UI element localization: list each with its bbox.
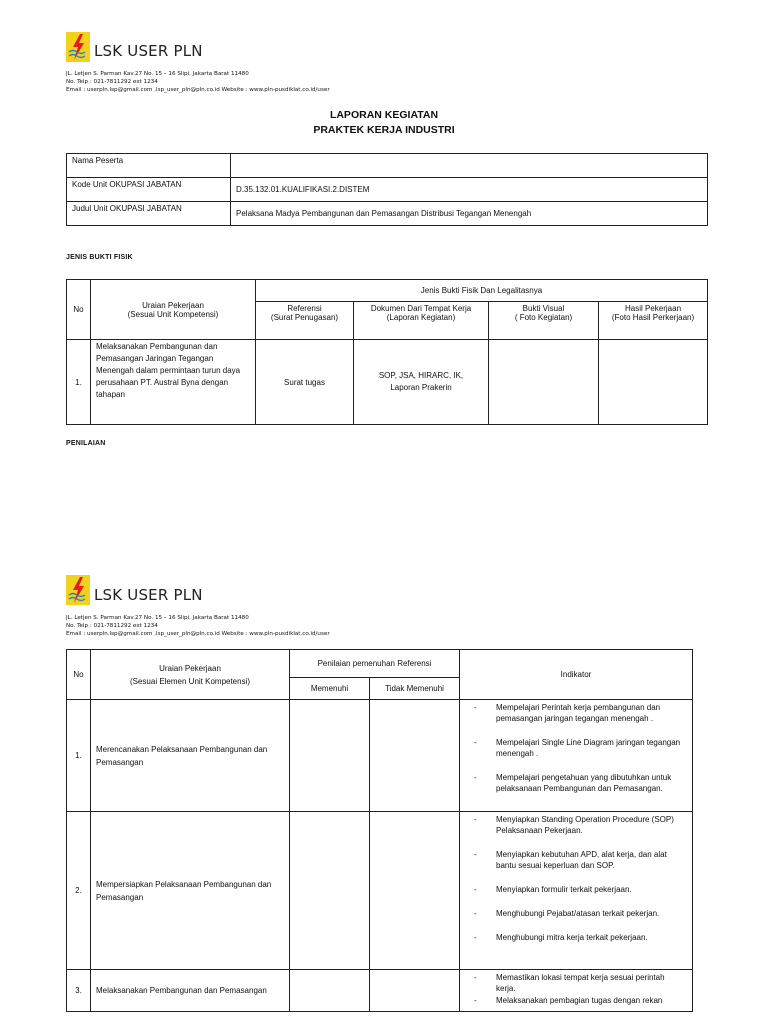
info-label: Kode Unit OKUPASI JABATAN — [67, 178, 231, 202]
row-uraian: Melaksanakan Pembangunan dan Pemasangan Jaringan Tegangan Menengah dalam permintaan turun daya perusahaan PT. Austral Byna dengan tahapan — [91, 340, 256, 425]
row-memenuhi — [290, 970, 370, 1012]
indikator-text: Mempelajari Single Line Diagram jaringan tegangan menengah . — [496, 738, 681, 758]
row-no: 1. — [67, 340, 91, 425]
row-indikator — [460, 700, 693, 812]
col-no-header: No — [67, 650, 91, 700]
bullet-dash: - — [474, 703, 477, 712]
email-line: Email : userpln.lsp@gmail.com ,lsp_user_pln@pln.co.id Website : www.pln-pusdiklat.co.id/user — [66, 631, 330, 637]
col-uraian-header — [91, 280, 256, 340]
col-uraian-header — [91, 650, 290, 700]
header-line: Bukti Visual — [522, 304, 565, 313]
report-title: LAPORAN KEGIATAN — [329, 109, 439, 121]
col-no-header: No — [67, 280, 91, 340]
row-tidak-memenuhi — [370, 970, 460, 1012]
dokumen-line: SOP, JSA, HIRARC, IK, — [378, 371, 464, 380]
bullet-dash: - — [474, 933, 477, 942]
group-header: Penilaian pemenuhan Referensi — [290, 650, 460, 678]
indikator-text: Menghubungi mitra kerja terkait pekerjaan. — [496, 933, 648, 942]
row-uraian: Melaksanakan Pembangunan dan Pemasangan — [91, 970, 290, 1012]
row-tidak-memenuhi — [370, 700, 460, 812]
row-no: 3. — [67, 970, 91, 1012]
email-line: Email : userpln.lsp@gmail.com ,lsp_user_pln@pln.co.id Website : www.pln-pusdiklat.co.id/user — [66, 87, 330, 93]
header-line: Referensi — [287, 304, 322, 313]
row-indikator — [460, 812, 693, 970]
indikator-item — [474, 772, 684, 794]
table-row — [67, 340, 708, 425]
indikator-item — [474, 972, 684, 994]
header-line: Dokumen Dari Tempat Kerja — [370, 304, 472, 313]
row-indikator — [460, 970, 693, 1012]
table-row — [67, 812, 693, 970]
pln-logo-icon — [66, 575, 90, 605]
indikator-text: Menyiapkan Standing Operation Procedure (SOP) Pelaksanaan Pekerjaan. — [496, 815, 674, 835]
uraian-header-line: (Sesuai Unit Kompetensi) — [127, 309, 219, 319]
dokumen-line: Laporan Prakerin — [390, 383, 452, 392]
phone-line: No. Telp : 021-7811292 ext 1234 — [66, 79, 158, 85]
row-uraian: Mempersiapkan Pelaksanaan Pembangunan dan Pemasangan — [91, 812, 290, 970]
info-label: Nama Peserta — [67, 154, 231, 178]
row-hasil — [599, 340, 708, 425]
table-row — [67, 970, 693, 1012]
indikator-text: Menyiapkan kebutuhan APD, alat kerja, dan alat bantu sesuai keperluan dan SOP. — [496, 850, 667, 870]
row-uraian: Merencanakan Pelaksanaan Pembangunan dan Pemasangan — [91, 700, 290, 812]
row-memenuhi — [290, 700, 370, 812]
col-visual-header — [489, 302, 599, 340]
table-row — [67, 700, 693, 812]
uraian-header-line: Uraian Pekerjaan — [159, 663, 221, 673]
brand-name: LSK USER PLN — [94, 586, 203, 604]
indikator-item — [474, 932, 684, 943]
info-value: Pelaksana Madya Pembangunan dan Pemasangan Distribusi Tegangan Menengah — [231, 202, 708, 226]
col-hasil-header — [599, 302, 708, 340]
row-no: 1. — [67, 700, 91, 812]
section-jenis-bukti: JENIS BUKTI FISIK — [66, 254, 133, 261]
bullet-dash: - — [474, 885, 477, 894]
indikator-item — [474, 908, 684, 919]
info-table — [66, 153, 708, 226]
col-indikator-header: Indikator — [460, 650, 693, 700]
indikator-text: Mempelajari Perintah kerja pembangunan dan pemasangan jaringan tegangan menengah . — [496, 703, 661, 723]
bullet-dash: - — [474, 850, 477, 859]
indikator-item — [474, 702, 684, 724]
header-line: (Laporan Kegiatan) — [386, 313, 456, 322]
info-value — [231, 154, 708, 178]
row-dokumen — [354, 340, 489, 425]
row-memenuhi — [290, 812, 370, 970]
address-block — [66, 614, 330, 638]
bullet-dash: - — [474, 973, 477, 982]
info-row — [67, 178, 708, 202]
bullet-dash: - — [474, 815, 477, 824]
indikator-text: Menghubungi Pejabat/atasan terkait pekerjan. — [496, 909, 660, 918]
indikator-text: Melaksanakan pembagian tugas dengan rekan — [496, 996, 663, 1005]
row-no: 2. — [67, 812, 91, 970]
bullet-dash: - — [474, 773, 477, 782]
uraian-header-line: Uraian Pekerjaan — [142, 300, 204, 310]
row-visual — [489, 340, 599, 425]
row-referensi: Surat tugas — [256, 340, 354, 425]
section-penilaian: PENILAIAN — [66, 440, 106, 447]
indikator-item — [474, 814, 684, 836]
bullet-dash: - — [474, 996, 477, 1005]
indikator-item — [474, 884, 684, 895]
penilaian-table — [66, 649, 693, 1012]
header-line: (Foto Hasil Perkerjaan) — [611, 313, 695, 322]
info-label: Judul Unit OKUPASI JABATAN — [67, 202, 231, 226]
address-line: JL. Letjen S. Parman Kav.27 No. 15 – 16 Slipi, Jakarta Barat 11480 — [66, 71, 249, 77]
col-referensi-header — [256, 302, 354, 340]
brand-name: LSK USER PLN — [94, 42, 203, 60]
row-tidak-memenuhi — [370, 812, 460, 970]
group-header: Jenis Bukti Fisik Dan Legalitasnya — [256, 280, 708, 302]
col-dokumen-header — [354, 302, 489, 340]
indikator-text: Memastikan lokasi tempat kerja sesuai perintah kerja. — [496, 973, 665, 993]
indikator-item — [474, 737, 684, 759]
pln-logo-icon — [66, 32, 90, 62]
info-row — [67, 154, 708, 178]
col-tidak-memenuhi-header: Tidak Memenuhi — [370, 678, 460, 700]
col-memenuhi-header: Memenuhi — [290, 678, 370, 700]
header-line: Hasil Pekerjaan — [624, 304, 682, 313]
phone-line: No. Telp : 021-7811292 ext 1234 — [66, 623, 158, 629]
bullet-dash: - — [474, 909, 477, 918]
indikator-item — [474, 995, 684, 1006]
info-row — [67, 202, 708, 226]
bullet-dash: - — [474, 738, 477, 747]
address-line: JL. Letjen S. Parman Kav.27 No. 15 – 16 Slipi, Jakarta Barat 11480 — [66, 615, 249, 621]
header-line: ( Foto Kegiatan) — [514, 313, 573, 322]
indikator-text: Mempelajari pengetahuan yang dibutuhkan untuk pelaksanaan Pembangunan dan Pemasangan. — [496, 773, 672, 793]
uraian-header-line: (Sesuai Elemen Unit Kompetensi) — [129, 676, 251, 686]
header-line: (Surat Penugasan) — [270, 313, 339, 322]
address-block — [66, 70, 330, 94]
indikator-item — [474, 849, 684, 871]
report-subtitle: PRAKTEK KERJA INDUSTRI — [313, 124, 455, 136]
bukti-fisik-table — [66, 279, 708, 425]
indikator-text: Menyiapkan formulir terkait pekerjaan. — [496, 885, 632, 894]
info-value: D.35.132.01.KUALIFIKASI.2.DISTEM — [231, 178, 708, 202]
